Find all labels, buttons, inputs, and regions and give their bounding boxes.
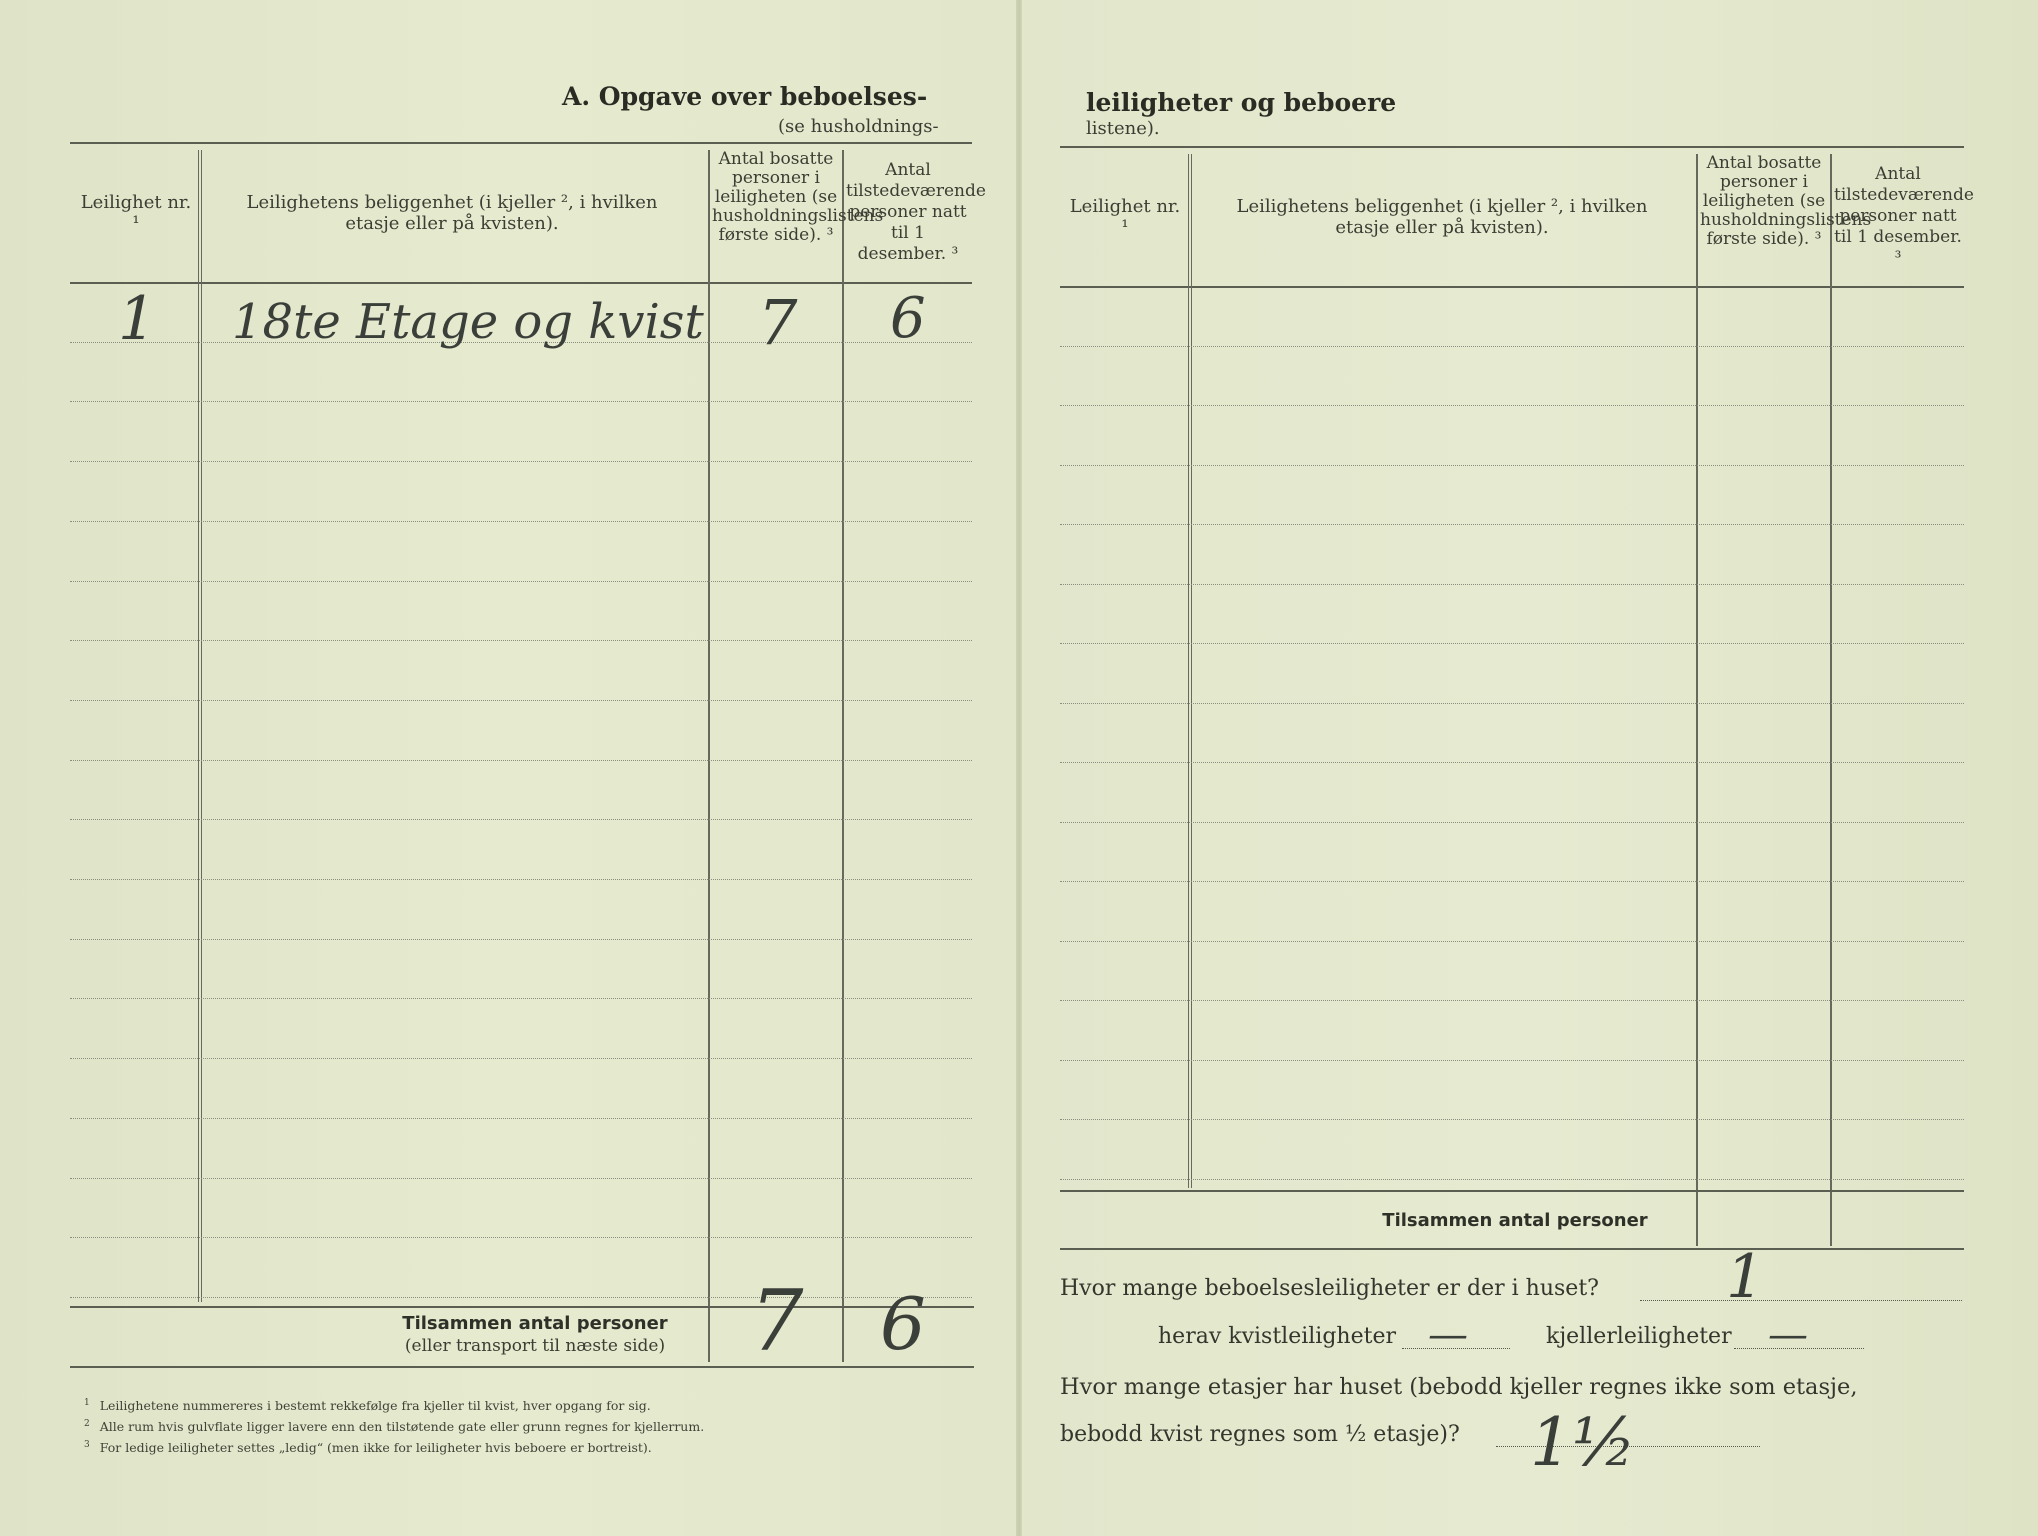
right-subheading: listene). [1086, 118, 1160, 139]
right-total-rule-bottom [1060, 1248, 1964, 1250]
right-row-line [1060, 524, 1964, 525]
left-row-line [70, 939, 972, 940]
left-col-divider-3 [842, 150, 844, 1362]
right-row-line [1060, 1119, 1964, 1120]
footnotes [84, 1394, 704, 1457]
page-fold [1016, 0, 1022, 1536]
left-heading: A. Opgave over beboelses- [562, 82, 928, 111]
question-attic: herav kvistleiligheter [1158, 1324, 1396, 1349]
right-col-header-present: Antal tilstedeværende personer natt til 1 desember. ³ [1834, 164, 1974, 268]
question-floors: Hvor mange etasjer har huset (bebodd kjeller regnes ikke som etasje, [1060, 1374, 1858, 1400]
left-col-header-location: Leilighetens beliggenhet (i kjeller ², i hvilken etasje eller på kvisten). [246, 192, 658, 234]
left-row-line [70, 1118, 972, 1119]
right-total-label: Tilsammen antal personer [1382, 1210, 1648, 1231]
right-row-line [1060, 881, 1964, 882]
answer-attic: — [1428, 1312, 1468, 1358]
right-row-line [1060, 584, 1964, 585]
left-subheading: (se husholdnings- [778, 116, 939, 137]
right-row-line [1060, 703, 1964, 704]
left-total-rule-bottom [70, 1366, 974, 1368]
answer-apartments: 1 [1726, 1242, 1765, 1312]
left-row-line [70, 521, 972, 522]
right-col-header-location: Leilighetens beliggenhet (i kjeller ², i hvilken etasje eller på kvisten). [1236, 196, 1648, 238]
left-row1-location: 18te Etage og kvist [232, 294, 704, 350]
left-total-label: Tilsammen antal personer [402, 1313, 668, 1334]
right-top-rule [1060, 146, 1964, 148]
left-col-header-nr: Leilighet nr. ¹ [80, 192, 192, 234]
left-row-line [70, 879, 972, 880]
question-basement: kjellerleiligheter [1546, 1324, 1732, 1349]
answer-line-apartments [1640, 1300, 1962, 1301]
left-total-rule-top [70, 1306, 974, 1308]
right-col-divider-1 [1188, 154, 1192, 1188]
right-row-line [1060, 465, 1964, 466]
left-row-line [70, 401, 972, 402]
left-top-rule [70, 142, 972, 144]
right-row-line [1060, 822, 1964, 823]
right-col-header-nr: Leilighet nr. ¹ [1069, 196, 1181, 238]
left-row-line [70, 1297, 972, 1298]
left-row-line [70, 461, 972, 462]
right-row-line [1060, 346, 1964, 347]
footnote-3: $^3$ For ledige leiligheter settes „ledig“ (men ikke for leiligheter hvis beboere er bortreist). [84, 1440, 652, 1456]
left-row1-residents: 7 [758, 286, 798, 359]
footnote-2: $^2$ Alle rum hvis gulvflate ligger lavere enn den tilstøtende gate eller grunn regnes for kjellerrum. [84, 1419, 705, 1435]
left-row1-nr: 1 [118, 284, 157, 354]
left-total-present: 6 [880, 1282, 926, 1366]
left-row-line [70, 998, 972, 999]
left-row-line [70, 1178, 972, 1179]
left-total-residents: 7 [750, 1272, 804, 1370]
right-row-line [1060, 1000, 1964, 1001]
left-row-line [70, 760, 972, 761]
question-apartments: Hvor mange beboelsesleiligheter er der i huset? [1060, 1276, 1599, 1301]
question-floors-cont: bebodd kvist regnes som ½ etasje)? [1060, 1422, 1460, 1447]
left-row-line [70, 640, 972, 641]
right-col-header-residents: Antal bosatte personer i leiligheten (se husholdningslistens første side). ³ [1700, 153, 1872, 249]
right-row-line [1060, 1060, 1964, 1061]
left-col-header-residents: Antal bosatte personer i leiligheten (se husholdningslistens første side). ³ [712, 149, 884, 245]
right-row-line [1060, 941, 1964, 942]
left-header-rule [70, 282, 972, 284]
left-row-line [70, 819, 972, 820]
left-col-divider-2 [708, 150, 710, 1362]
right-heading: leiligheter og beboere [1086, 88, 1397, 117]
left-row-line [70, 1237, 972, 1238]
left-col-header-present: Antal tilstedeværende personer natt til 1 desember. ³ [846, 160, 986, 264]
footnote-1: $^1$ Leilighetene nummereres i bestemt rekkefølge fra kjeller til kvist, hver opgang for sig. [84, 1398, 651, 1414]
right-col-divider-2 [1696, 154, 1698, 1246]
left-row-line [70, 700, 972, 701]
right-row-line [1060, 405, 1964, 406]
right-col-divider-3 [1830, 154, 1832, 1246]
right-header-rule [1060, 286, 1964, 288]
left-col-divider-1 [198, 150, 202, 1302]
left-total-sub: (eller transport til næste side) [404, 1336, 666, 1356]
right-total-rule-top [1060, 1190, 1964, 1192]
right-row-line [1060, 1179, 1964, 1180]
answer-floors: 1½ [1530, 1404, 1636, 1481]
left-row1-present: 6 [890, 286, 926, 351]
right-row-line [1060, 643, 1964, 644]
answer-basement: — [1768, 1312, 1808, 1358]
left-row-line [70, 1058, 972, 1059]
left-row-line [70, 581, 972, 582]
right-row-line [1060, 762, 1964, 763]
